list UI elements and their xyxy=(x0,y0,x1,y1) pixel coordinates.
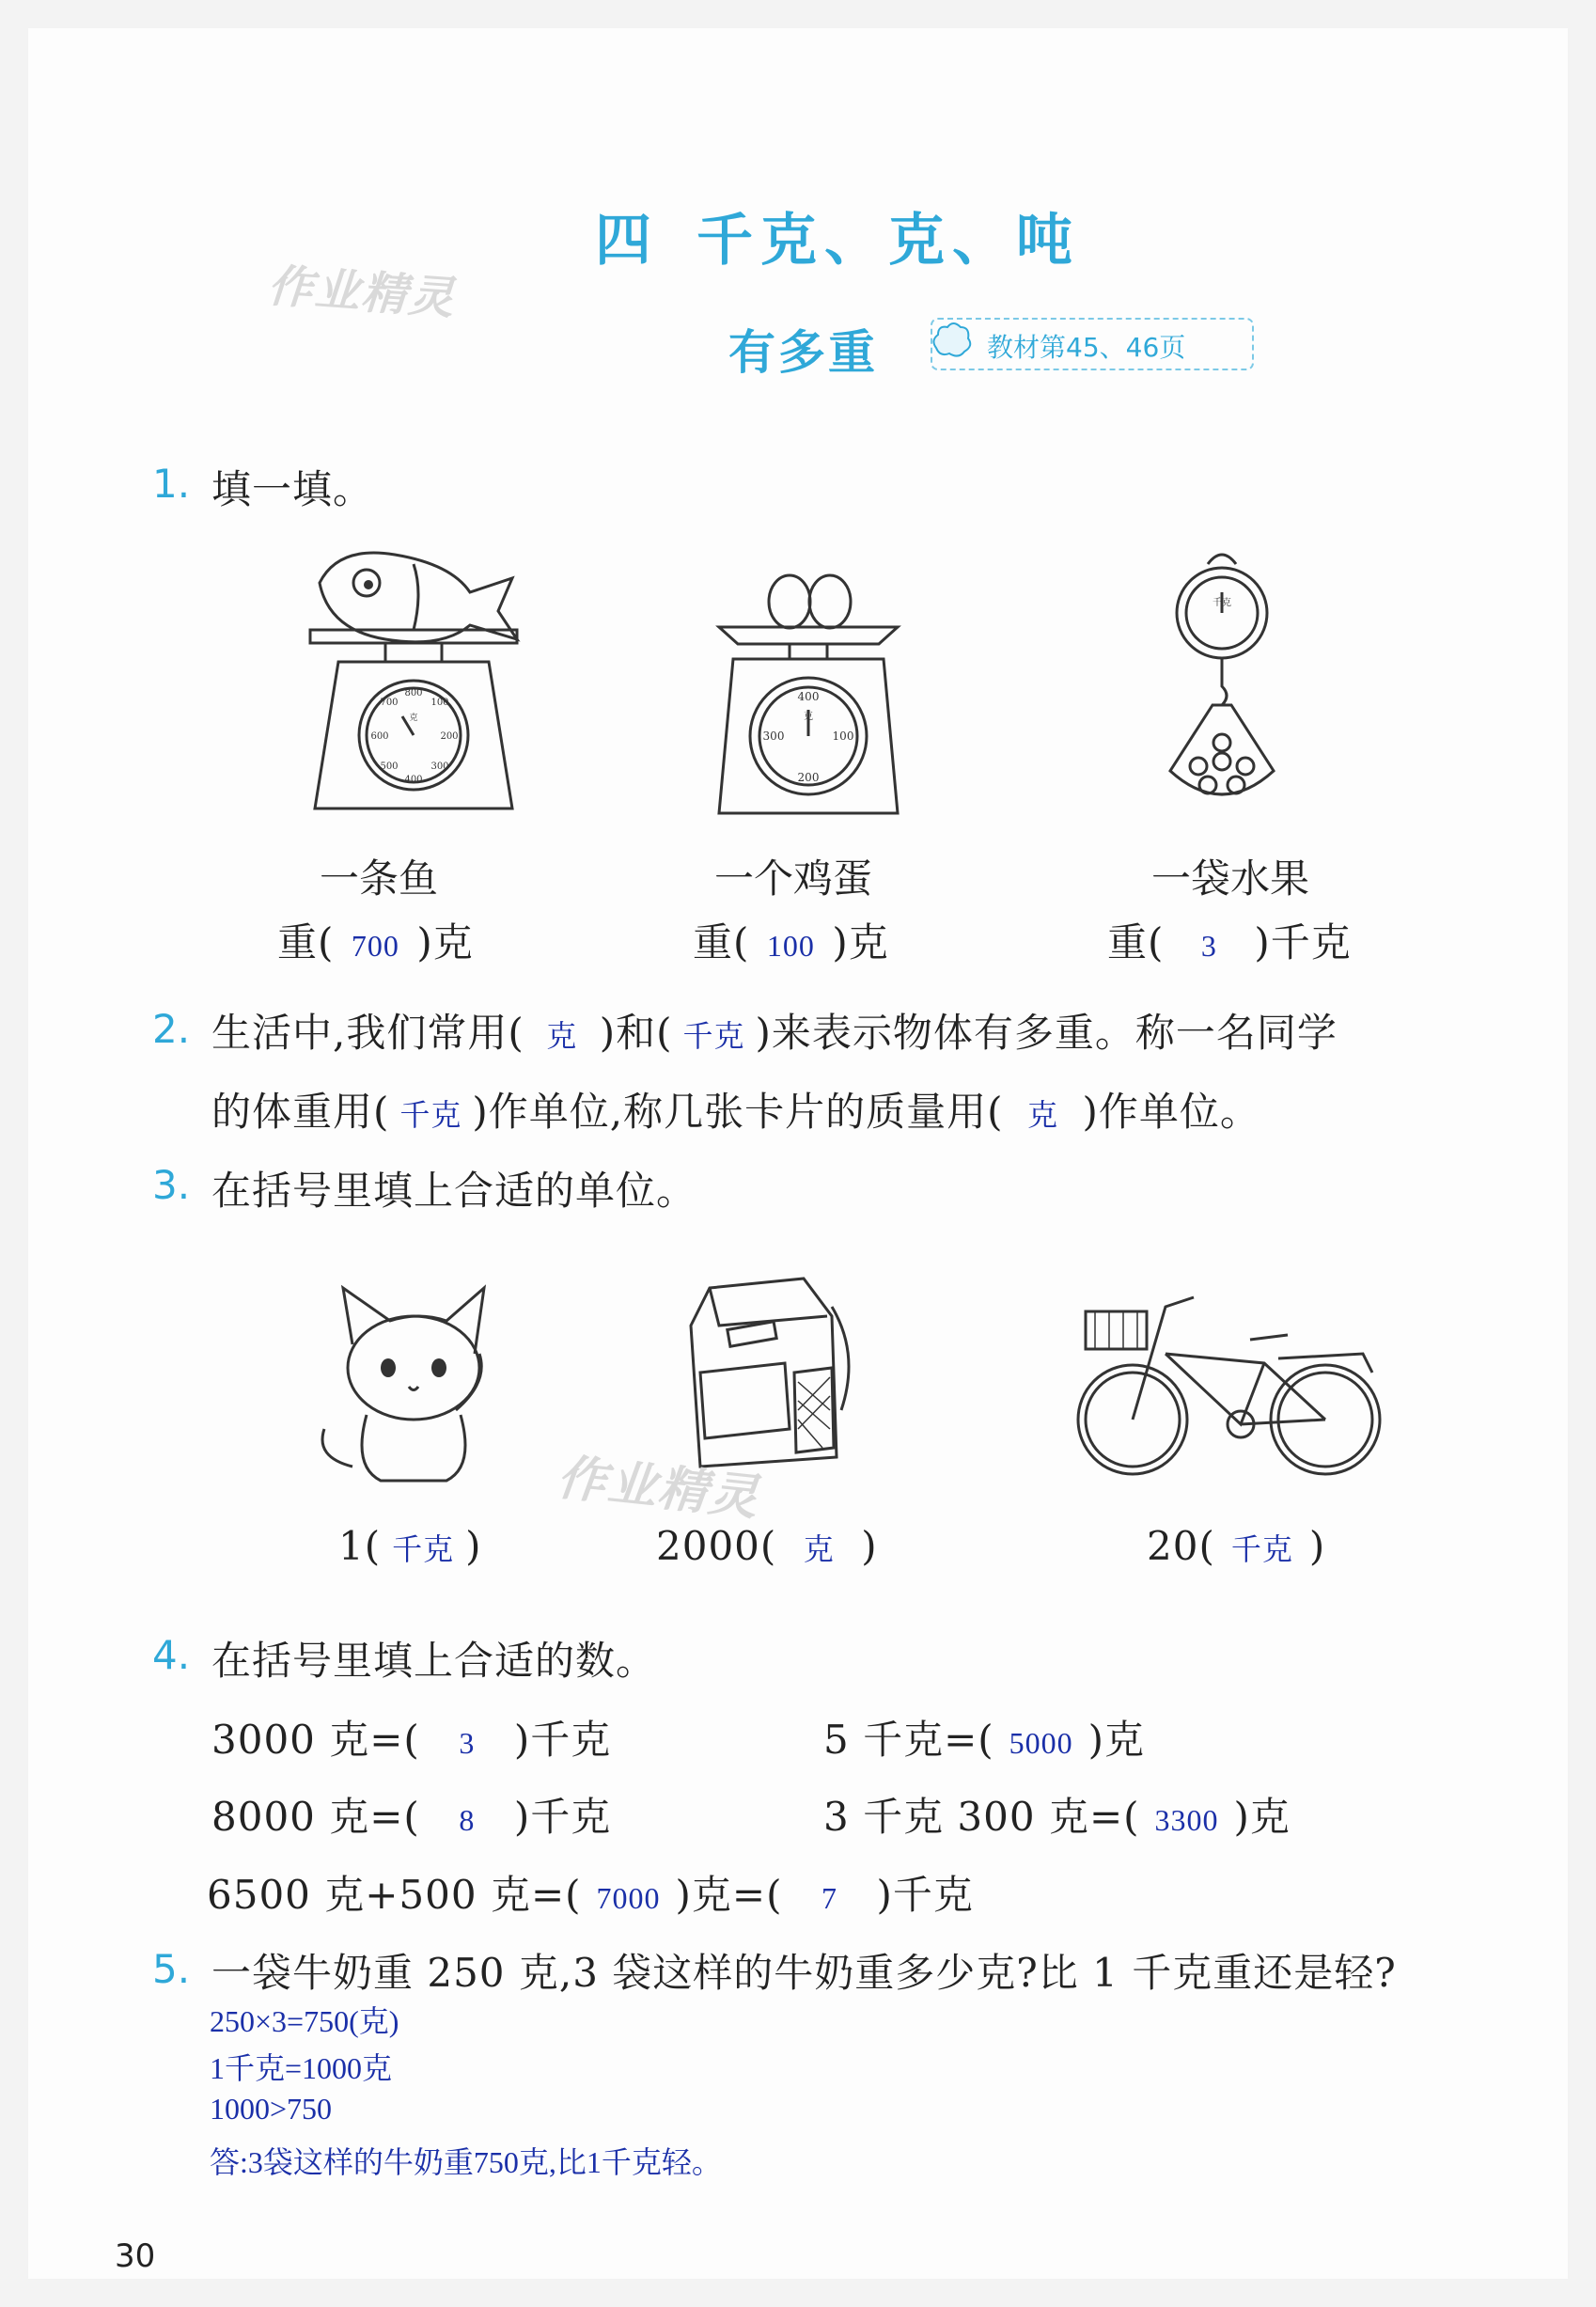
q4-text: 6500 克+500 克=( xyxy=(207,1872,582,1918)
chapter-heading xyxy=(595,196,1080,276)
q4-row xyxy=(211,1709,611,1766)
q2-text: )作单位,称几张卡片的质量用( xyxy=(472,1089,1004,1135)
scale1-label: 100 xyxy=(430,698,449,708)
q1-fish-post: )克 xyxy=(416,919,474,965)
q2-line1 xyxy=(211,1002,1338,1059)
q1-number: 1. xyxy=(152,461,191,507)
q4-text: )克 xyxy=(1087,1717,1146,1763)
q2-line2 xyxy=(211,1081,1260,1138)
watermark: 作业精灵 xyxy=(265,259,458,325)
q4-text: )千克 xyxy=(513,1794,612,1840)
scale1-label: 800 xyxy=(404,688,423,698)
q2-answer-1: 克 xyxy=(546,1019,578,1053)
q3-bicycle-post: ) xyxy=(1308,1523,1326,1569)
q4-text: )千克 xyxy=(513,1717,612,1763)
scale2-label: 300 xyxy=(762,730,785,743)
cat-illustration xyxy=(315,1279,503,1495)
textbook-ref-text: 教材第45、46页 xyxy=(987,332,1186,363)
q2-answer-2: 千克 xyxy=(682,1019,745,1053)
q4-answer: 7 xyxy=(821,1881,837,1915)
egg-scale-illustration xyxy=(700,569,916,832)
q3-cat-post: ) xyxy=(465,1523,482,1569)
q4-answer: 7000 xyxy=(596,1881,661,1915)
q3-backpack-answer: 克 xyxy=(803,1532,835,1566)
q3-cat-answer: 千克 xyxy=(392,1532,455,1566)
q4-text: )克 xyxy=(1233,1794,1291,1840)
q4-text: 5 千克=( xyxy=(823,1717,994,1763)
q4-answer: 5000 xyxy=(1009,1726,1073,1760)
q2-text: )作单位。 xyxy=(1082,1089,1260,1135)
scale1-label: 700 xyxy=(380,698,399,708)
q5-number: 5. xyxy=(152,1946,191,1992)
chapter-number: 四 xyxy=(595,208,659,274)
page-number: 30 xyxy=(115,2237,156,2275)
scale1-label: 300 xyxy=(430,761,449,772)
q3-answer-cat xyxy=(338,1523,482,1569)
q4-text: 3000 克=( xyxy=(211,1717,420,1763)
q5-work-line: 250×3=750(克) xyxy=(210,2004,399,2038)
q3-answer-bicycle xyxy=(1147,1523,1325,1569)
q4-prompt: 在括号里填上合适的数。 xyxy=(211,1638,657,1684)
q4-answer: 8 xyxy=(459,1803,476,1837)
q1-egg-answer: 100 xyxy=(766,929,815,963)
q3-prompt: 在括号里填上合适的单位。 xyxy=(211,1168,697,1214)
q1-caption-fruit: 一袋水果 xyxy=(1151,855,1310,902)
q1-egg-post: )克 xyxy=(832,919,889,965)
cloud-icon xyxy=(927,316,976,365)
q4-last-row xyxy=(207,1864,974,1921)
q1-fruit-post: )千克 xyxy=(1254,919,1352,965)
q5-work-line: 1000>750 xyxy=(210,2092,333,2126)
q4-text: 3 千克 300 克=( xyxy=(823,1794,1140,1840)
q2-text: )来表示物体有多重。称一名同学 xyxy=(755,1010,1338,1056)
watermark: 作业精灵 xyxy=(554,1449,762,1528)
bicycle-illustration xyxy=(1072,1269,1391,1485)
q1-fish-answer: 700 xyxy=(351,929,399,963)
q1-fruit-answer: 3 xyxy=(1200,929,1217,963)
q4-row xyxy=(211,1786,611,1843)
q2-text: )和( xyxy=(599,1010,673,1056)
section-title: 有多重 xyxy=(728,325,878,380)
q2-number: 2. xyxy=(152,1006,191,1052)
q5-prompt: 一袋牛奶重 250 克,3 袋这样的牛奶重多少克?比 1 千克重还是轻? xyxy=(211,1950,1397,1996)
q4-text: 8000 克=( xyxy=(211,1794,420,1840)
scale2-label: 400 xyxy=(797,690,820,703)
q4-text: )千克 xyxy=(876,1872,974,1918)
scale1-label: 克 xyxy=(409,714,418,723)
q3-number: 3. xyxy=(152,1162,191,1208)
scale2-label: 克 xyxy=(804,712,813,722)
scale3-label: 千克 xyxy=(1213,598,1231,608)
q3-bicycle-answer: 千克 xyxy=(1230,1532,1293,1566)
q1-answer-egg xyxy=(693,912,889,968)
q4-row xyxy=(823,1709,1145,1766)
q1-caption-fish: 一条鱼 xyxy=(320,855,439,902)
q4-number: 4. xyxy=(152,1632,191,1678)
scale2-label: 100 xyxy=(832,730,854,743)
fish-scale-illustration xyxy=(282,536,564,818)
scale2-label: 200 xyxy=(797,771,820,784)
q5-answer-line: 答:3袋这样的牛奶重750克,比1千克轻。 xyxy=(210,2145,722,2179)
chapter-title: 千克、克、吨 xyxy=(696,208,1080,274)
q4-text: )克=( xyxy=(675,1872,783,1918)
q2-text: 的体重用( xyxy=(211,1089,390,1135)
q3-answer-backpack xyxy=(656,1523,878,1569)
q1-fruit-pre: 重( xyxy=(1107,919,1165,965)
scale1-label: 500 xyxy=(380,761,399,772)
q5-work-line: 1千克=1000克 xyxy=(210,2051,393,2085)
q3-bicycle-pre: 20( xyxy=(1147,1523,1215,1569)
hanging-scale-illustration xyxy=(1156,545,1288,818)
q1-answer-fish xyxy=(277,912,474,968)
q4-answer: 3300 xyxy=(1154,1803,1219,1837)
q3-backpack-pre: 2000( xyxy=(656,1523,777,1569)
workbook-page xyxy=(28,28,1568,2279)
q2-text: 生活中,我们常用( xyxy=(211,1010,524,1056)
q3-backpack-post: ) xyxy=(861,1523,878,1569)
q1-egg-pre: 重( xyxy=(693,919,750,965)
q1-caption-egg: 一个鸡蛋 xyxy=(714,855,873,902)
q2-answer-4: 克 xyxy=(1027,1098,1059,1132)
scale1-label: 600 xyxy=(370,731,389,742)
scale1-label: 400 xyxy=(404,775,423,785)
q2-answer-3: 千克 xyxy=(399,1098,462,1132)
q4-row xyxy=(823,1786,1291,1843)
scale1-label: 200 xyxy=(440,731,459,742)
q1-answer-fruit xyxy=(1107,912,1352,968)
textbook-ref-tag xyxy=(931,318,1254,370)
q1-prompt: 填一填。 xyxy=(211,466,374,512)
q4-answer: 3 xyxy=(459,1726,476,1760)
q1-fish-pre: 重( xyxy=(277,919,335,965)
q3-cat-pre: 1( xyxy=(338,1523,382,1569)
